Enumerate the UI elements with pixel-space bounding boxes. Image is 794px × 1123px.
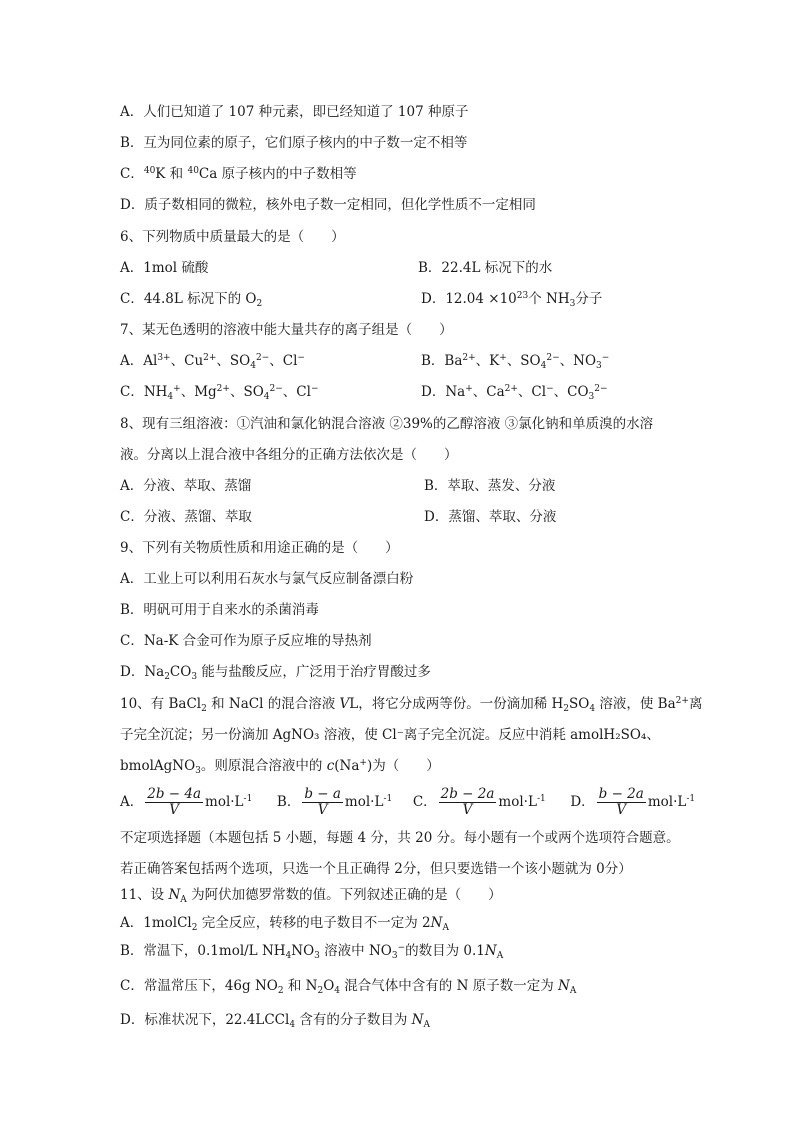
q11-option-b: B．常温下，0.1mol/L $NH_4NO_3$ 溶液中 $NO_3^-$的数目为 $0.1N_A$ [120, 943, 504, 961]
q6-option-d: D．$12.04 \times 10^{23}$个 $NH_3$分子 [421, 291, 603, 309]
q10-option-a: A． $\frac{2b - 4a}{V}$ $mol\cdot L^{-1}$ [120, 786, 253, 818]
q7-option-a: A．$Al^{3+}$、$Cu^{2+}$、$SO_4^{2-}$、Cl− [120, 353, 305, 371]
q11-option-a: A．1molCl$_2$ 完全反应，转移的电子数目不一定为 $2N_A$ [120, 915, 449, 933]
section-instructions-line2: 若正确答案包括两个选项，只选一个且正确得 2分，但只要选错一个该小题就为 0分） [120, 861, 632, 877]
fraction: $\frac{2b - 4a}{V}$ [147, 786, 202, 818]
q9-option-c: C．Na-K 合金可作为原子反应堆的导热剂 [120, 633, 372, 649]
q10-stem-line1: 10、有 BaCl$_2$ 和 NaCl 的混合溶液 VL，将它分成两等份。一份滴加稀 $H_2SO_4$ 溶液，使 $Ba^{2+}$离 [120, 696, 703, 714]
q10-stem-line2: 子完全沉淀；另一份滴加 AgNO₃ 溶液，使 Cl⁻离子完全沉淀。反应中消耗 amolH₂SO₄、 [120, 727, 660, 743]
q5-option-a: A．人们已知道了 107 种元素，即已经知道了 107 种原子 [120, 104, 469, 120]
q11-option-c: C．常温常压下，46g $NO_2$ 和 $N_2O_4$ 混合气体中含有的 N 原子数一定为 $N_A$ [120, 978, 577, 996]
q9-stem: 9、下列有关物质性质和用途正确的是（ ） [120, 540, 399, 556]
q7-stem: 7、某无色透明的溶液中能大量共存的离子组是（ ） [120, 322, 453, 338]
q10-options [120, 786, 695, 818]
q9-option-d: D．$Na_2CO_3$ 能与盐酸反应，广泛用于治疗胃酸过多 [120, 664, 431, 682]
q6-option-b: B．22.4L 标况下的水 [418, 260, 553, 276]
fraction: $\frac{2b - 2a}{V}$ [440, 786, 495, 818]
q10-option-b: B． $\frac{b - a}{V}$ $mol\cdot L^{-1}$ [276, 786, 393, 818]
q8-stem-line2: 液。分离以上混合液中各组分的正确方法依次是（ ） [120, 447, 458, 463]
q9-option-b: B．明矾可用于自来水的杀菌消毒 [120, 602, 319, 618]
q8-option-b: B．萃取、蒸发、分液 [424, 478, 556, 494]
q7-option-d: D．Na+、$Ca^{2+}$、Cl−、$CO_3^{2-}$ [421, 384, 608, 402]
q7-option-b: B．$Ba^{2+}$、K+、$SO_4^{2-}$、$NO_3^-$ [421, 353, 610, 371]
q6-stem: 6、下列物质中质量最大的是（ ） [120, 229, 345, 245]
q5-option-d: D．质子数相同的微粒，核外电子数一定相同，但化学性质不一定相同 [120, 197, 536, 213]
q10-option-d: D． $\frac{b - 2a}{V}$ $mol\cdot L^{-1}$ [570, 786, 696, 818]
section-instructions-line1: 不定项选择题（本题包括 5 小题，每题 4 分，共 20 分。每小题有一个或两个选项符合题意。 [120, 830, 680, 846]
q5-option-b: B．互为同位素的原子，它们原子核内的中子数一定不相等 [120, 135, 468, 151]
fraction: $\frac{b - a}{V}$ [304, 786, 341, 818]
q6-option-a: A．1mol 硫酸 [120, 260, 209, 276]
q10-option-c: C． $\frac{2b - 2a}{V}$ $mol\cdot L^{-1}$ [412, 786, 546, 818]
q8-option-a: A．分液、萃取、蒸馏 [120, 478, 252, 494]
q11-stem: 11、设 $N_A$ 为阿伏加德罗常数的值。下列叙述正确的是（ ） [120, 887, 502, 905]
q11-option-d: D．标准状况下，22.4LCCl$_4$ 含有的分子数目为 $N_A$ [120, 1012, 430, 1030]
q10-stem-line3: bmolAgNO$_3$。则原混合溶液中的 c(Na+)为（ ） [120, 758, 440, 776]
q7-option-c: C．$NH_4^+$、$Mg^{2+}$、$SO_4^{2-}$、Cl− [120, 384, 319, 402]
q8-option-d: D．蒸馏、萃取、分液 [424, 509, 557, 525]
fraction: $\frac{b - 2a}{V}$ [598, 786, 644, 818]
q6-option-c: C．44.8L 标况下的 $O_2$ [120, 291, 263, 309]
q5-option-c: C．$^{40}$K 和 $^{40}$Ca 原子核内的中子数相等 [120, 166, 357, 182]
q8-stem-line1: 8、现有三组溶液：①汽油和氯化钠混合溶液 ②39%的乙醇溶液 ③氯化钠和单质溴的水溶 [120, 416, 654, 432]
q8-option-c: C．分液、蒸馏、萃取 [120, 509, 252, 525]
q9-option-a: A．工业上可以利用石灰水与氯气反应制备漂白粉 [120, 571, 414, 587]
